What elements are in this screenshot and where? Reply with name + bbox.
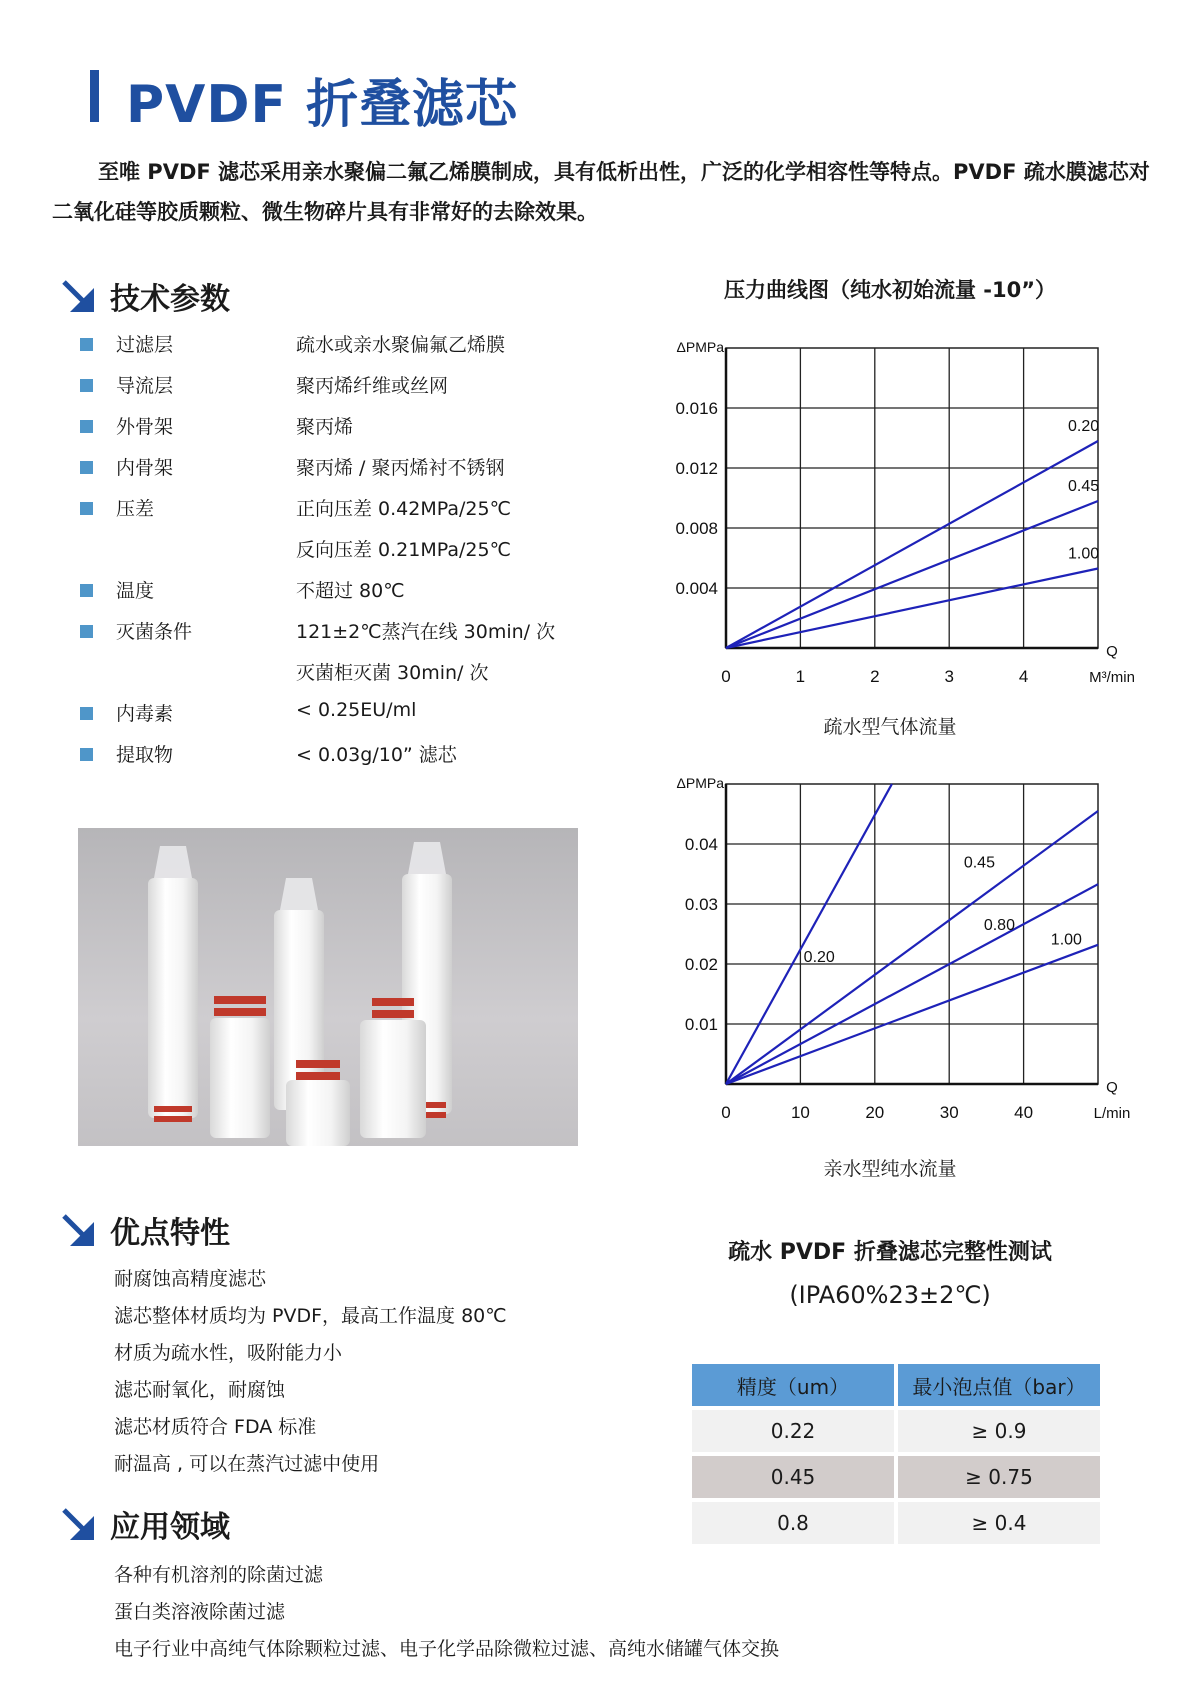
spec-row (80, 494, 640, 535)
y-axis-label: ΔPMPa (676, 339, 724, 355)
square-bullet-icon (80, 625, 93, 638)
series-label: 0.20 (1068, 418, 1100, 435)
y-tick-label: 0.016 (675, 399, 718, 418)
y-tick-label: 0.008 (675, 519, 718, 538)
spec-key: 温度 (116, 580, 155, 602)
x-tick-label: 3 (944, 667, 954, 686)
features-list (114, 1264, 507, 1486)
spec-value: 疏水或亲水聚偏氟乙烯膜 (296, 334, 506, 356)
page-title: PVDF 折叠滤芯 (126, 75, 519, 135)
list-item: 滤芯耐氧化，耐腐蚀 (114, 1379, 286, 1401)
features-heading (60, 1208, 230, 1252)
x-tick-label: 0 (721, 667, 731, 686)
plot-frame (726, 348, 1098, 648)
series-label: 0.45 (963, 854, 995, 872)
series-label: 0.80 (983, 917, 1015, 935)
y-tick-label: 0.04 (684, 835, 718, 854)
integrity-title-line2: (IPA60%23±2℃) (789, 1281, 991, 1309)
x-tick-label: 2 (870, 667, 880, 686)
intro-paragraph: 至唯 PVDF 滤芯采用亲水聚偏二氟乙烯膜制成，具有低析出性，广泛的化学相容性等特点。PVDF 疏水膜滤芯对二氧化硅等胶质颗粒、微生物碎片具有非常好的去除效果。 (52, 160, 1150, 224)
square-bullet-icon (80, 338, 93, 351)
spec-row (80, 412, 640, 453)
spec-key: 外骨架 (116, 416, 174, 438)
spec-key: 压差 (116, 498, 155, 520)
square-bullet-icon (80, 461, 93, 474)
integrity-table (688, 1360, 1104, 1548)
spec-value: 聚丙烯 / 聚丙烯衬不锈钢 (296, 457, 505, 479)
square-bullet-icon (80, 379, 93, 392)
product-photo (78, 828, 578, 1146)
spec-list (80, 330, 640, 781)
spec-row (80, 535, 640, 576)
x-tick-label: 30 (939, 1103, 959, 1122)
series-line (726, 811, 1098, 1084)
x-tick-label: 10 (790, 1103, 810, 1122)
x-tick-label: 1 (795, 667, 806, 686)
integrity-header-bubble-point: 最小泡点值（bar） (898, 1364, 1100, 1406)
spec-row (80, 617, 640, 658)
integrity-title-line1: 疏水 PVDF 折叠滤芯完整性测试 (728, 1240, 1052, 1265)
square-bullet-icon (80, 420, 93, 433)
list-item: 耐温高 , 可以在蒸汽过滤中使用 (114, 1453, 380, 1475)
y-tick-label: 0.012 (675, 459, 718, 478)
spec-value: 灭菌柜灭菌 30min/ 次 (296, 662, 489, 684)
y-tick-label: 0.01 (684, 1015, 718, 1034)
list-item: 材质为疏水性，吸附能力小 (114, 1342, 343, 1364)
spec-value: 不超过 80℃ (296, 580, 405, 602)
table-row (692, 1456, 1100, 1498)
spec-key: 灭菌条件 (116, 621, 193, 643)
x-tick-label: 40 (1014, 1103, 1034, 1122)
spec-row (80, 699, 640, 740)
arrow-down-right-icon (60, 278, 96, 314)
list-item: 蛋白类溶液除菌过滤 (114, 1601, 286, 1623)
list-item: 滤芯整体材质均为 PVDF，最高工作温度 80℃ (114, 1305, 507, 1327)
square-bullet-icon (80, 707, 93, 720)
spec-value: 聚丙烯纤维或丝网 (296, 375, 449, 397)
chart-svg-hydrophilic (660, 772, 1140, 1132)
x-tick-label: 4 (1018, 667, 1029, 686)
spec-row (80, 740, 640, 781)
spec-value: < 0.25EU/ml (296, 699, 417, 721)
features-heading-label: 优点特性 (110, 1216, 230, 1251)
table-row (692, 1502, 1100, 1544)
x-axis-unit-label: L/min (1093, 1105, 1131, 1122)
spec-row (80, 330, 640, 371)
applications-heading (60, 1502, 230, 1546)
series-label: 0.45 (1068, 478, 1100, 495)
applications-list (114, 1560, 779, 1671)
series-line (726, 569, 1098, 649)
series-line (726, 501, 1098, 648)
specs-heading-label: 技术参数 (110, 282, 230, 317)
spec-key: 提取物 (116, 744, 174, 766)
table-cell: ≥ 0.75 (898, 1456, 1100, 1498)
spec-row (80, 576, 640, 617)
y-tick-label: 0.02 (684, 955, 718, 974)
arrow-down-right-icon (60, 1212, 96, 1248)
list-item: 耐腐蚀高精度滤芯 (114, 1268, 267, 1290)
series-label: 1.00 (1050, 931, 1082, 949)
spec-value: < 0.03g/10” 滤芯 (296, 744, 457, 766)
y-tick-label: 0.004 (675, 579, 718, 598)
table-cell: 0.8 (692, 1502, 894, 1544)
list-item: 各种有机溶剂的除菌过滤 (114, 1564, 324, 1586)
x-tick-label: 0 (721, 1103, 731, 1122)
table-cell: 0.45 (692, 1456, 894, 1498)
spec-value: 反向压差 0.21MPa/25℃ (296, 539, 511, 561)
specs-heading (60, 274, 230, 318)
list-item: 电子行业中高纯气体除颗粒过滤、电子化学品除微粒过滤、高纯水储罐气体交换 (114, 1638, 780, 1660)
table-cell: ≥ 0.9 (898, 1410, 1100, 1452)
plot-frame (726, 784, 1098, 1084)
spec-value: 正向压差 0.42MPa/25℃ (296, 498, 511, 520)
table-cell: 0.22 (692, 1410, 894, 1452)
integrity-header-precision: 精度（um） (692, 1364, 894, 1406)
table-cell: ≥ 0.4 (898, 1502, 1100, 1544)
table-row (692, 1410, 1100, 1452)
square-bullet-icon (80, 502, 93, 515)
chart-caption-hydrophobic: 疏水型气体流量 (823, 716, 957, 738)
spec-key: 导流层 (116, 375, 174, 397)
series-line (726, 945, 1098, 1084)
x-axis-q-label: Q (1106, 643, 1118, 660)
chart-hydrophobic-gas-flow (660, 336, 1140, 696)
filter-cartridge-tall-left (148, 846, 198, 1122)
x-axis-unit-label: M³/min (1089, 669, 1135, 686)
square-bullet-icon (80, 584, 93, 597)
spec-key: 内骨架 (116, 457, 174, 479)
chart-hydrophilic-water-flow (660, 772, 1140, 1132)
square-bullet-icon (80, 748, 93, 761)
spec-row (80, 371, 640, 412)
list-item: 滤芯材质符合 FDA 标准 (114, 1416, 317, 1438)
pressure-chart-title: 压力曲线图（纯水初始流量 -10”） (723, 278, 1057, 302)
spec-key: 内毒素 (116, 703, 174, 725)
series-label: 1.00 (1068, 545, 1100, 563)
spec-row (80, 658, 640, 699)
series-label: 0.20 (803, 949, 835, 966)
chart-caption-hydrophilic: 亲水型纯水流量 (823, 1158, 957, 1180)
spec-key: 过滤层 (116, 334, 174, 356)
y-tick-label: 0.03 (684, 895, 718, 914)
y-axis-label: ΔPMPa (676, 775, 724, 791)
applications-heading-label: 应用领域 (110, 1510, 230, 1545)
title-accent-bar (90, 70, 99, 122)
spec-value: 聚丙烯 (296, 416, 354, 438)
arrow-down-right-icon (60, 1506, 96, 1542)
chart-svg-hydrophobic (660, 336, 1140, 696)
x-axis-q-label: Q (1106, 1079, 1118, 1096)
x-tick-label: 20 (865, 1103, 885, 1122)
spec-row (80, 453, 640, 494)
series-line (726, 441, 1098, 648)
spec-value: 121±2℃蒸汽在线 30min/ 次 (296, 621, 556, 643)
integrity-title (680, 1232, 1100, 1316)
